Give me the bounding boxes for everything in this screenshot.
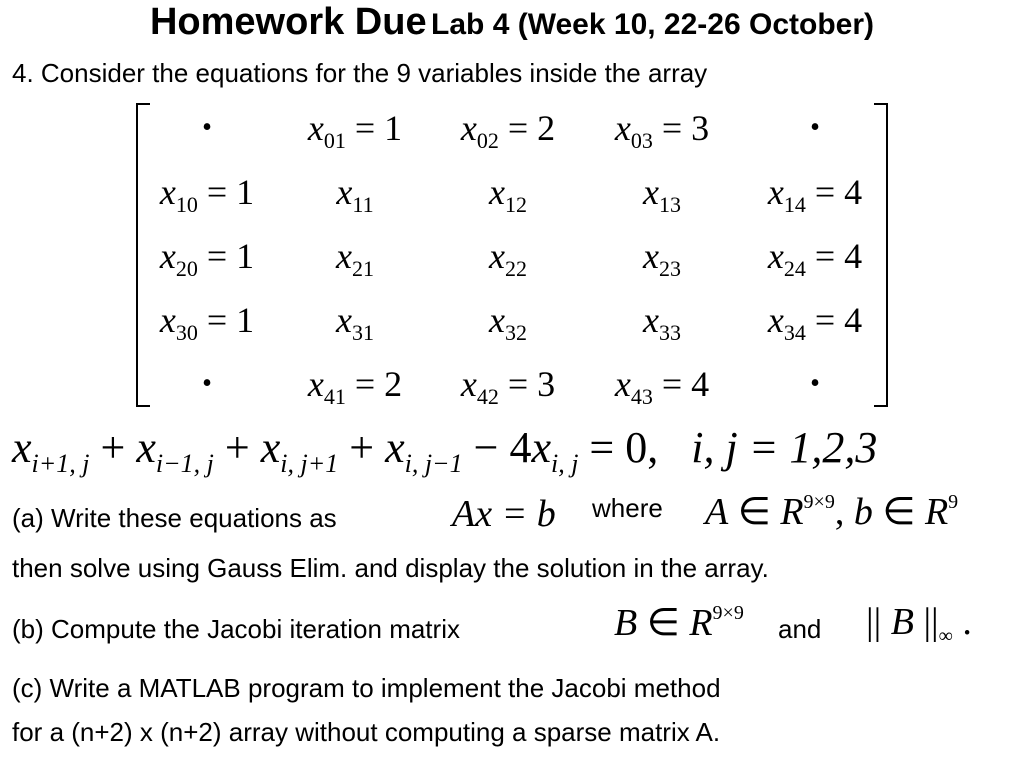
laplace-equation: $x_{i+1, j} + x_{i-1, j} + x_{i, j+1} + x_{i, j-1} - 4x_{i, j} = 0$, i, j = 1,2,3 <box>12 423 878 478</box>
matrix-cell-x01: $x_{01} = 1$ <box>307 108 403 153</box>
part-c-line-1: (c) Write a MATLAB program to implement the Jacobi method <box>12 673 721 703</box>
title-main: Homework Due <box>149 1 427 43</box>
matrix-cell-x11: $x_{11}$ <box>336 172 374 217</box>
matrix-cell-x20: $x_{20} = 1$ <box>159 236 255 281</box>
matrix-cell-x23: $x_{23}$ <box>643 236 681 281</box>
matrix-cell-x33: $x_{33}$ <box>643 300 681 345</box>
matrix-left-bracket <box>136 103 150 407</box>
matrix-cell-x02: $x_{02} = 2$ <box>460 108 556 153</box>
part-b-jacobi-matrix: B ∈ $R^{9\times 9}$ <box>614 602 744 644</box>
matrix-corner-dot: • <box>202 368 212 399</box>
matrix-cell-x13: $x_{13}$ <box>643 172 681 217</box>
matrix-cell-x22: $x_{22}$ <box>489 236 527 281</box>
page-title <box>0 0 1024 52</box>
part-a-axb: Ax = b <box>452 493 556 535</box>
part-a-dimensions: A ∈ $R^{9\times 9}$, b ∈ $R^9$ <box>705 491 959 533</box>
matrix-corner-dot: • <box>810 368 820 399</box>
part-a-where: where <box>592 493 663 523</box>
part-b-infinity-norm: || B $||_\infty$ . <box>866 601 972 647</box>
matrix-corner-dot: • <box>202 112 212 143</box>
matrix-cell-x42: $x_{42} = 3$ <box>460 364 556 409</box>
problem-intro: 4. Consider the equations for the 9 variables inside the array <box>12 58 708 88</box>
part-a-text-2: then solve using Gauss Elim. and display the solution in the array. <box>12 553 769 583</box>
part-b-and: and <box>778 614 822 644</box>
matrix-right-bracket <box>874 103 888 407</box>
part-b-text: (b) Compute the Jacobi iteration matrix <box>12 614 460 644</box>
matrix-cell-x43: $x_{43} = 4$ <box>614 364 710 409</box>
matrix-cell-x24: $x_{24} = 4$ <box>767 236 863 281</box>
matrix-cell-x30: $x_{30} = 1$ <box>159 300 255 345</box>
matrix-cell-x32: $x_{32}$ <box>489 300 527 345</box>
matrix-cell-x03: $x_{03} = 3$ <box>614 108 710 153</box>
matrix-cell-x31: $x_{31}$ <box>336 300 374 345</box>
part-a-text: (a) Write these equations as <box>12 503 337 533</box>
matrix-cell-x14: $x_{14} = 4$ <box>767 172 863 217</box>
part-c-line-2: for a (n+2) x (n+2) array without computing a sparse matrix A. <box>12 717 721 747</box>
matrix-cell-x34: $x_{34} = 4$ <box>767 300 863 345</box>
matrix-cell-x41: $x_{41} = 2$ <box>307 364 403 409</box>
matrix-corner-dot: • <box>810 112 820 143</box>
matrix-cell-x12: $x_{12}$ <box>489 172 527 217</box>
title-sub: Lab 4 (Week 10, 22-26 October) <box>431 8 875 41</box>
matrix-cell-x10: $x_{10} = 1$ <box>159 172 255 217</box>
matrix-cell-x21: $x_{21}$ <box>336 236 374 281</box>
